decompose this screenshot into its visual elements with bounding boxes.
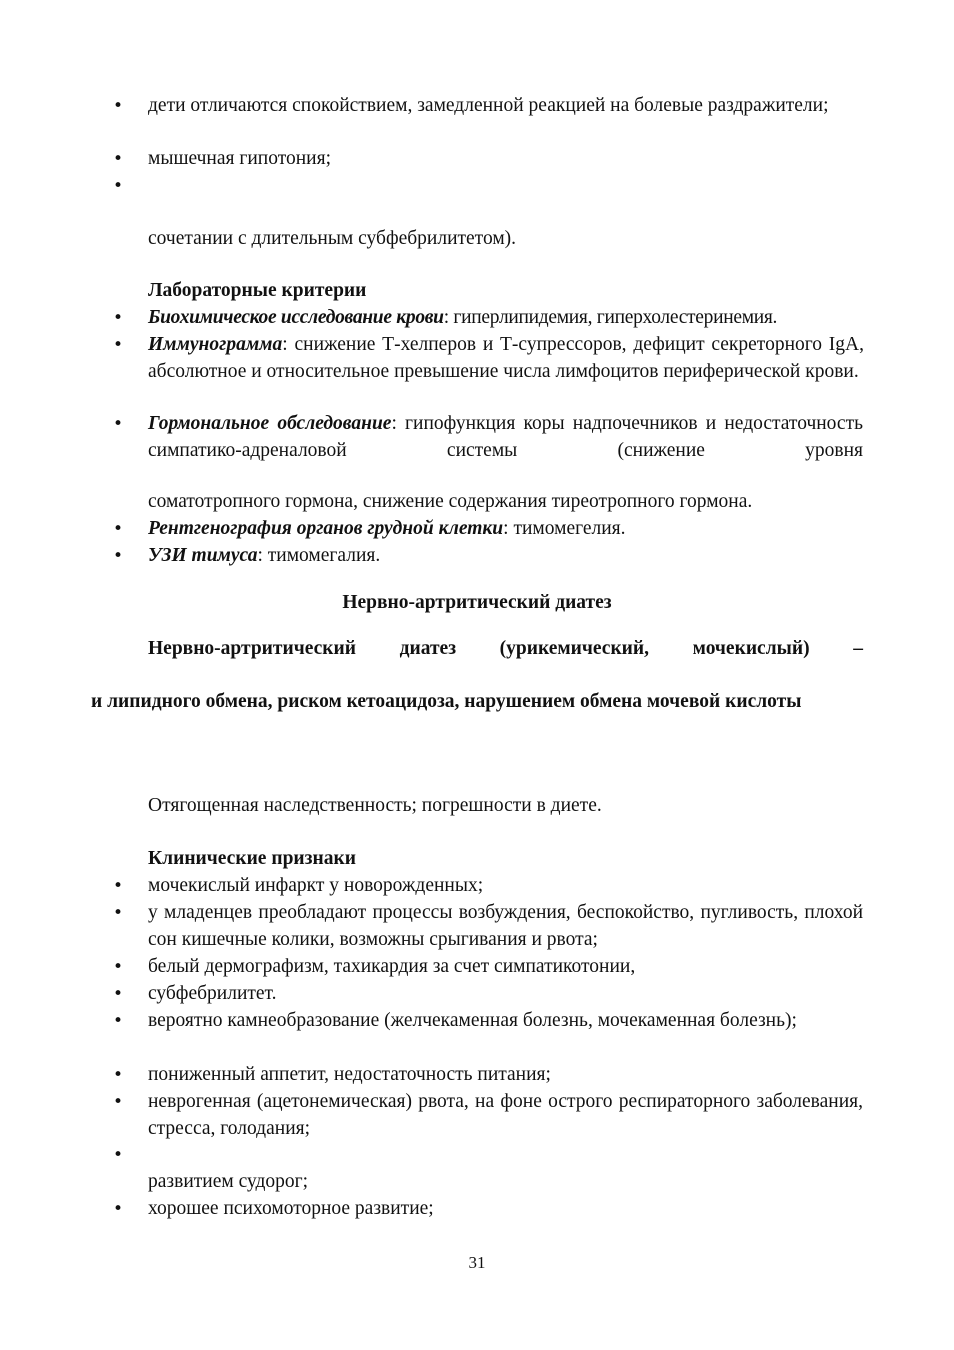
term-immunogram: Иммунограмма xyxy=(148,334,283,355)
item-text: : снижение Т-хелперов и Т-супрессоров, дефицит секреторного IgA, абсолютное и относительное превышение числа лимфоцитов периферической крови. xyxy=(148,334,864,382)
list-item: неврогенная (ацетонемическая) рвота, на фоне острого респираторного заболевания, стресса, голодания; xyxy=(148,1091,863,1139)
list-item xyxy=(148,516,863,543)
bullet-marker: • xyxy=(113,335,124,355)
lab-heading: Лабораторные критерии xyxy=(148,280,367,301)
list-item: вероятно камнеобразование (желчекаменная болезнь, мочекаменная болезнь); xyxy=(148,1010,797,1031)
page-number: 31 xyxy=(468,1253,486,1272)
bullet-marker: • xyxy=(113,96,124,116)
list-item: хорошее психомоторное развитие; xyxy=(148,1198,434,1219)
bullet-marker: • xyxy=(113,1145,124,1165)
bullet-marker: • xyxy=(113,308,124,328)
list-item: мочекислый инфаркт у новорожденных; xyxy=(148,875,484,896)
bullet-marker: • xyxy=(113,876,124,896)
bullet-marker: • xyxy=(113,1199,124,1219)
bullet-marker: • xyxy=(113,1065,124,1085)
list-item: белый дермографизм, тахикардия за счет симпатикотонии, xyxy=(148,956,636,977)
definition-continuation: и липидного обмена, риском кетоацидоза, нарушением обмена мочевой кислоты xyxy=(91,691,802,712)
risk-factors-text: Отягощенная наследственность; погрешности в диете. xyxy=(148,795,602,816)
section-title: Нервно-артритический диатез xyxy=(342,592,612,613)
term-hormonal: Гормональное обследование xyxy=(148,413,392,434)
continuation-text: развитием судорог; xyxy=(148,1171,309,1192)
term-biochemistry: Биохимическое исследование крови xyxy=(148,307,444,328)
list-item xyxy=(148,411,863,464)
bullet-marker: • xyxy=(113,546,124,566)
clinical-heading: Клинические признаки xyxy=(148,848,356,869)
term-ultrasound: УЗИ тимуса xyxy=(148,545,258,566)
bullet-marker: • xyxy=(113,414,124,434)
list-item: субфебрилитет. xyxy=(148,983,277,1004)
bullet-marker: • xyxy=(113,1011,124,1031)
list-item xyxy=(148,305,863,332)
item-text: : тимомегелия. xyxy=(503,518,626,539)
list-item: пониженный аппетит, недостаточность питания; xyxy=(148,1064,551,1085)
list-item: дети отличаются спокойствием, замедленной реакцией на болевые раздражители; xyxy=(148,95,829,116)
continuation-text: сочетании с длительным субфебрилитетом). xyxy=(148,228,517,249)
bullet-marker: • xyxy=(113,957,124,977)
list-item xyxy=(148,543,863,570)
bullet-marker: • xyxy=(113,903,124,923)
list-item: мышечная гипотония; xyxy=(148,148,332,169)
bullet-marker: • xyxy=(113,984,124,1004)
item-text: : тимомегалия. xyxy=(257,545,381,566)
item-text: : гипофункция коры надпочечников и недостаточность симпатико-адреналовой системы (снижение уровня xyxy=(148,413,863,461)
list-item xyxy=(148,332,864,385)
continuation-text: соматотропного гормона, снижение содержания тиреотропного гормона. xyxy=(148,491,753,512)
item-text: : гиперлипидемия, гиперхолестеринемия. xyxy=(443,307,778,328)
bullet-marker: • xyxy=(113,519,124,539)
definition-line: Нервно-артритический диатез (урикемический, мочекислый) – xyxy=(148,638,863,659)
bullet-marker: • xyxy=(113,1092,124,1112)
term-xray: Рентгенография органов грудной клетки xyxy=(148,518,504,539)
bullet-marker: • xyxy=(113,176,124,196)
bullet-marker: • xyxy=(113,149,124,169)
list-item: у младенцев преобладают процессы возбуждения, беспокойство, пугливость, плохой сон кишечные колики, возможны срыгивания и рвота; xyxy=(148,902,863,950)
